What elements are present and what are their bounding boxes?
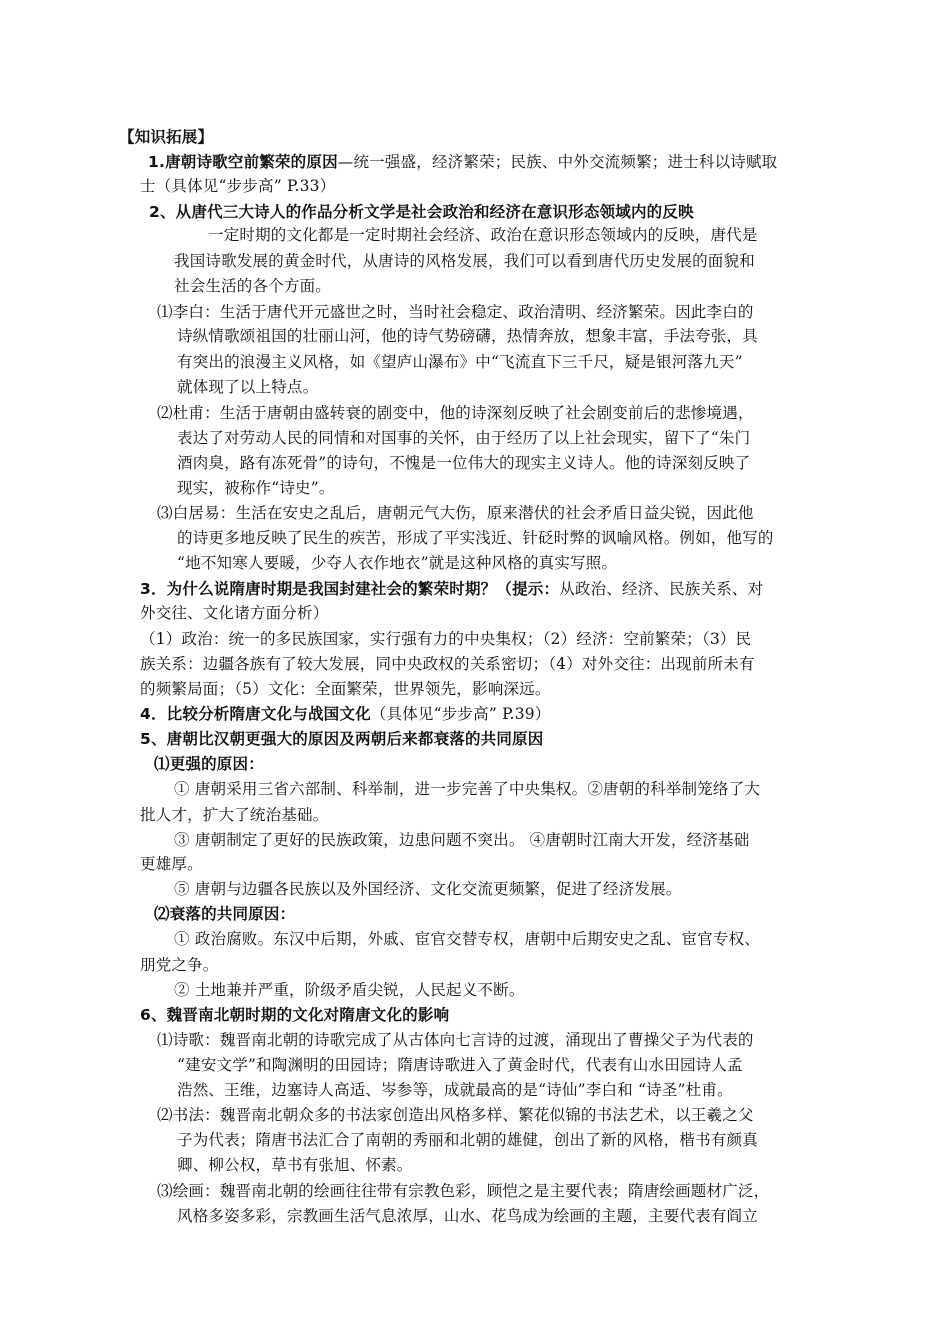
s3-line-2: 外交往、文化诸方面分析） — [140, 604, 329, 622]
s3-answer-3: 的频繁局面；（5）文化：全面繁荣，世界领先，影响深远。 — [140, 680, 551, 698]
poetry-3: 浩然、王维，边塞诗人高适、岑参等，成就最高的是“诗仙”李白和 “诗圣”杜甫。 — [177, 1081, 733, 1099]
calligraphy-1: ⑵书法：魏晋南北朝众多的书法家创造出风格多样、繁花似锦的书法艺术，以王羲之父 — [157, 1106, 754, 1124]
s4-title: 4．比较分析隋唐文化与战国文化 — [140, 705, 371, 723]
s1-line-2: 士（具体见“步步高” P.33） — [140, 177, 336, 195]
dufu-3: 酒肉臭，路有冻死骨”的诗句，不愧是一位伟大的现实主义诗人。他的诗深刻反映了 — [177, 454, 751, 472]
s5-item-8: ② 土地兼并严重，阶级矛盾尖锐，人民起义不断。 — [174, 981, 525, 999]
dufu-1: ⑵杜甫：生活于唐朝由盛转衰的剧变中，他的诗深刻反映了社会剧变前后的悲惨境遇， — [157, 404, 754, 422]
s5-title: 5、唐朝比汉朝更强大的原因及两朝后来都衰落的共同原因 — [140, 730, 544, 748]
s2-intro-2: 我国诗歌发展的黄金时代，从唐诗的风格发展，我们可以看到唐代历史发展的面貌和 — [174, 252, 755, 270]
s1-text-1: —统一强盛，经济繁荣；民族、中外交流频繁；进士科以诗赋取 — [337, 153, 778, 171]
s4-line — [140, 702, 551, 726]
section-heading: 【知识拓展】 — [119, 128, 214, 146]
baijuyi-2: 的诗更多地反映了民生的疾苦，形成了平实浅近、针砭时弊的讽喻风格。例如，他写的 — [177, 529, 774, 547]
s3-answer-1: （1）政治：统一的多民族国家，实行强有力的中央集权；（2）经济：空前繁荣；（3）民 — [140, 630, 752, 648]
calligraphy-2: 子为代表；隋唐书法汇合了南朝的秀丽和北朝的雄健，创出了新的风格，楷书有颜真 — [177, 1131, 758, 1149]
poetry-2: “建安文学”和陶渊明的田园诗；隋唐诗歌进入了黄金时代，代表有山水田园诗人孟 — [177, 1056, 743, 1074]
libai-4: 就体现了以上特点。 — [177, 378, 319, 396]
poetry-1: ⑴诗歌：魏晋南北朝的诗歌完成了从古体向七言诗的过渡，涌现出了曹操父子为代表的 — [157, 1031, 754, 1049]
s4-ref: （具体见“步步高” P.39） — [370, 705, 551, 723]
s2-title: 2、从唐代三大诗人的作品分析文学是社会政治和经济在意识形态领域内的反映 — [149, 203, 694, 221]
s5-item-1: ① 唐朝采用三省六部制、科举制，进一步完善了中央集权。②唐朝的科举制笼络了大 — [174, 780, 761, 798]
s1-title: 1.唐朝诗歌空前繁荣的原因 — [148, 153, 338, 171]
baijuyi-1: ⑶白居易：生活在安史之乱后，唐朝元气大伤，原来潜伏的社会矛盾日益尖锐，因此他 — [157, 504, 754, 522]
s5-item-2: 批人才，扩大了统治基础。 — [140, 806, 329, 824]
s2-intro-1: 一定时期的文化都是一定时期社会经济、政治在意识形态领域内的反映，唐代是 — [208, 226, 758, 244]
s3-title-rest: 从政治、经济、民族关系、对 — [559, 580, 764, 598]
s5-sub-1: ⑴更强的原因： — [154, 755, 264, 773]
libai-1: ⑴李白：生活于唐代开元盛世之时，当时社会稳定、政治清明、经济繁荣。因此李白的 — [157, 303, 754, 321]
s5-item-3: ③ 唐朝制定了更好的民族政策，边患问题不突出。 ④唐朝时江南大开发，经济基础 — [174, 831, 750, 849]
painting-1: ⑶绘画：魏晋南北朝的绘画往往带有宗教色彩，顾恺之是主要代表；隋唐绘画题材广泛， — [157, 1182, 770, 1200]
s3-line-1 — [140, 577, 763, 601]
s5-item-5: ⑤ 唐朝与边疆各民族以及外国经济、文化交流更频繁，促进了经济发展。 — [174, 880, 682, 898]
dufu-4: 现实，被称作“诗史”。 — [177, 479, 335, 497]
s2-intro-3: 社会生活的各个方面。 — [174, 277, 332, 295]
painting-2: 风格多姿多彩，宗教画生活气息浓厚，山水、花鸟成为绘画的主题，主要代表有阎立 — [177, 1207, 758, 1225]
s3-title: 3．为什么说隋唐时期是我国封建社会的繁荣时期？（提示： — [140, 580, 560, 598]
libai-2: 诗纵情歌颂祖国的壮丽山河，他的诗气势磅礴，热情奔放，想象丰富，手法夸张，具 — [177, 327, 758, 345]
dufu-2: 表达了对劳动人民的同情和对国事的关怀，由于经历了以上社会现实，留下了“朱门 — [177, 429, 751, 447]
s6-title: 6、魏晋南北朝时期的文化对隋唐文化的影响 — [140, 1006, 450, 1024]
s5-item-7: 朋党之争。 — [140, 956, 219, 974]
s5-sub-2: ⑵衰落的共同原因： — [154, 905, 296, 923]
s1-line-1 — [148, 150, 777, 174]
calligraphy-3: 卿、柳公权，草书有张旭、怀素。 — [177, 1156, 413, 1174]
s5-item-6: ① 政治腐败。东汉中后期，外戚、宦官交替专权，唐朝中后期安史之乱、宦官专权、 — [174, 930, 761, 948]
s3-answer-2: 族关系：边疆各族有了较大发展，同中央政权的关系密切；（4）对外交往：出现前所未有 — [140, 655, 755, 673]
libai-3: 有突出的浪漫主义风格，如《望庐山瀑布》中“飞流直下三千尺，疑是银河落九天” — [177, 353, 743, 371]
s5-item-4: 更雄厚。 — [140, 855, 203, 873]
baijuyi-3: “地不知寒人要暖，少夺人衣作地衣”就是这种风格的真实写照。 — [177, 554, 618, 572]
